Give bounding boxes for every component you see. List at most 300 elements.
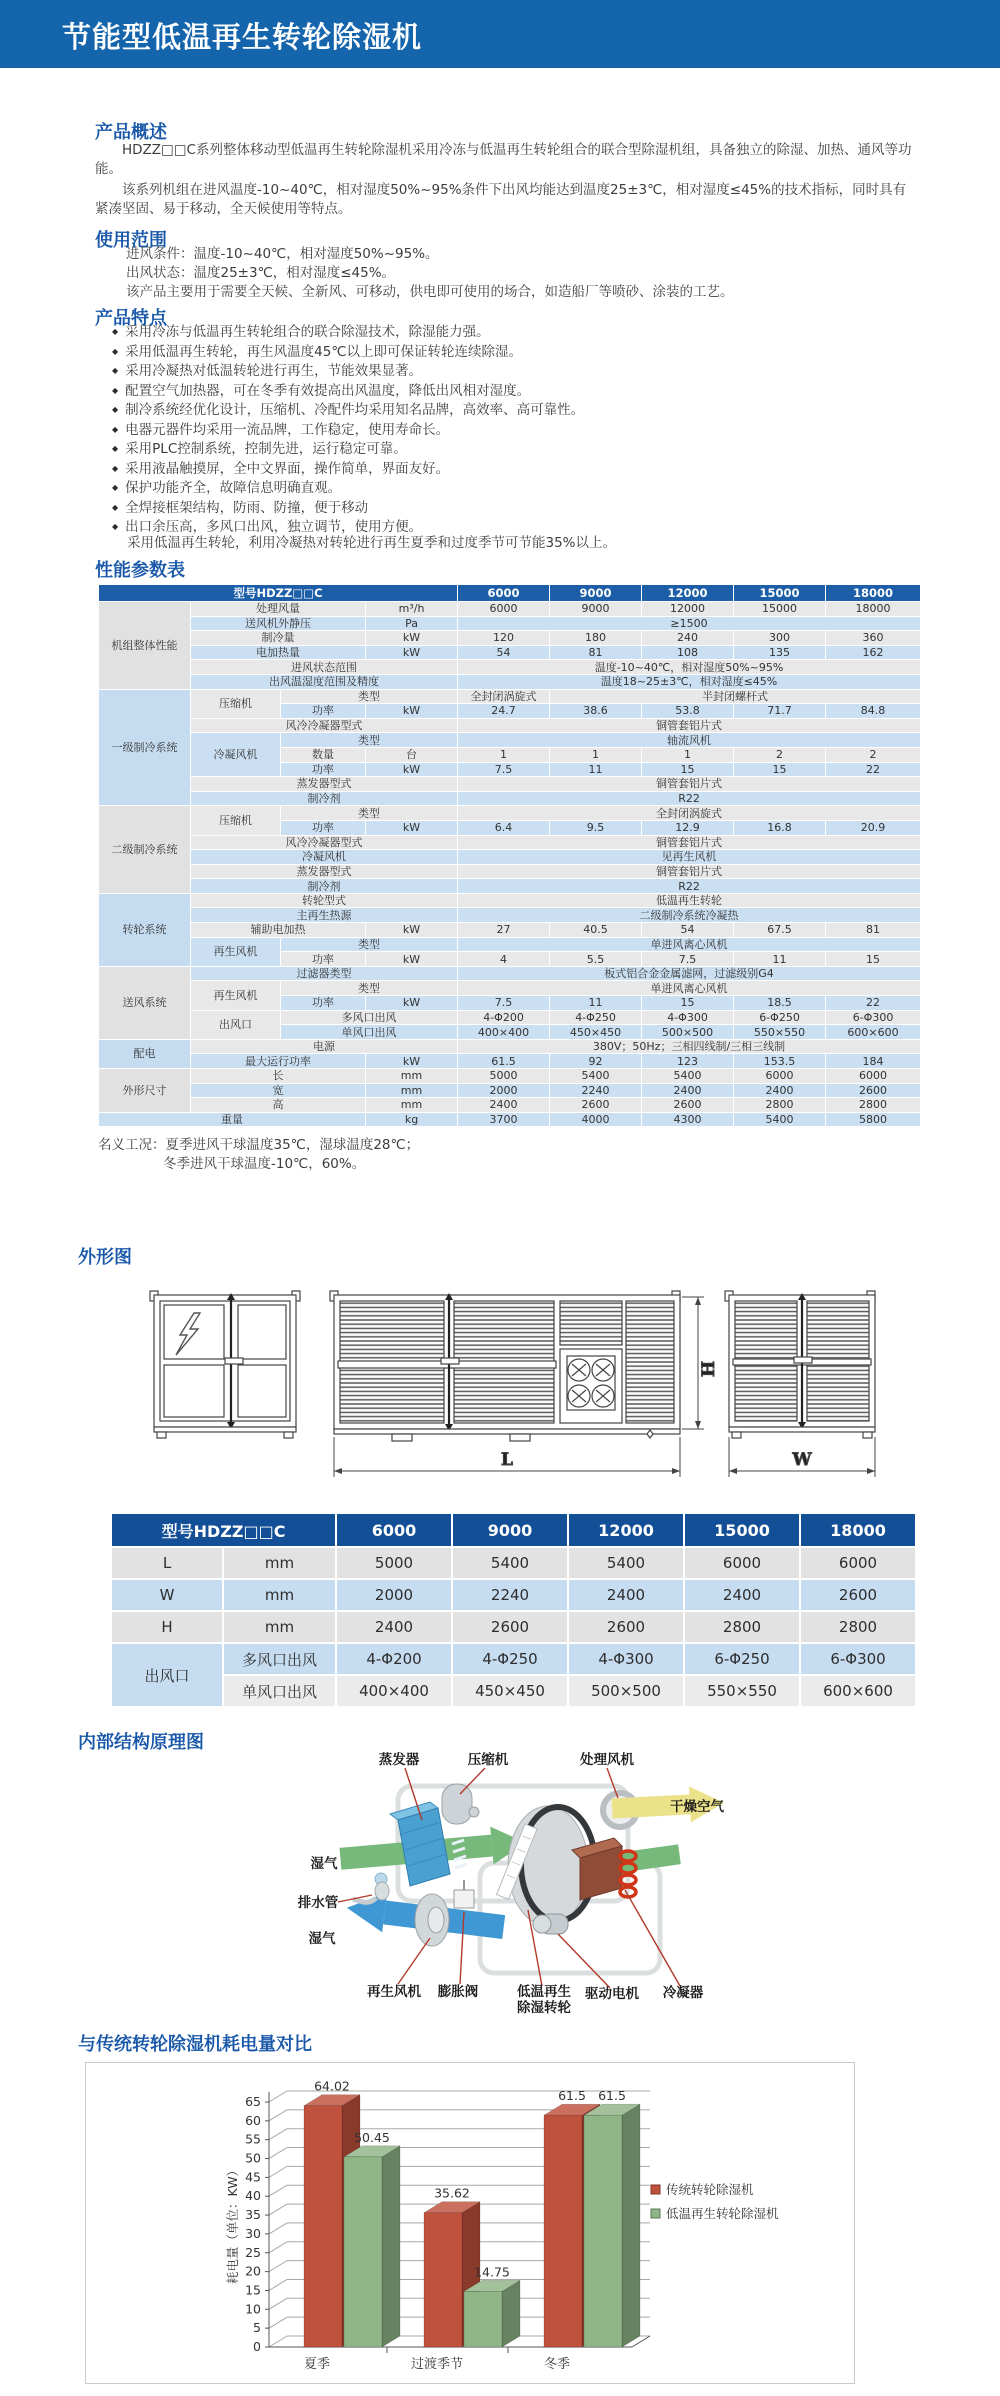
table-cell: 过滤器类型 (191, 966, 458, 981)
table-cell: 6.4 (458, 820, 550, 835)
table-row (99, 689, 921, 704)
bar (424, 2213, 462, 2347)
table-cell: 4 (458, 952, 550, 967)
table-cell: 84.8 (826, 704, 921, 719)
label-regen-fan: 再生风机 (367, 1984, 421, 2000)
table-cell: mm (366, 1098, 458, 1113)
table-cell: 铜管套铝片式 (458, 864, 921, 879)
table-cell: 6-Φ250 (684, 1643, 800, 1675)
table-cell: 见再生风机 (458, 850, 921, 865)
table-cell: 240 (642, 631, 734, 646)
table-cell: 型号HDZZ□□C (111, 1513, 336, 1547)
table-row (99, 879, 921, 894)
table-cell: 轴流风机 (458, 733, 921, 748)
label-rotor-line2: 除湿转轮 (517, 2000, 571, 2016)
table-cell: 铜管套铝片式 (458, 718, 921, 733)
table-cell: 全封闭涡旋式 (458, 806, 921, 821)
bar-value-label: 50.45 (354, 2129, 390, 2145)
table-cell: 风冷冷凝器型式 (191, 835, 458, 850)
y-tick-label: 60 (245, 2112, 261, 2128)
nominal-condition-note (98, 1136, 419, 1174)
table-cell: W (111, 1579, 223, 1611)
table-cell: 550×550 (684, 1675, 800, 1707)
table-cell: 2400 (568, 1579, 684, 1611)
table-cell: kW (366, 762, 458, 777)
table-cell: 一级制冷系统 (99, 689, 191, 806)
y-tick-label: 5 (253, 2320, 261, 2336)
table-cell: 5800 (826, 1112, 921, 1127)
table-cell: 5400 (452, 1547, 568, 1579)
table-cell: 单进风离心风机 (458, 981, 921, 996)
table-cell: 功率 (281, 820, 366, 835)
feature-item: ◆ 全焊接框架结构，防雨、防撞，便于移动 (112, 498, 584, 518)
table-cell: 全封闭涡旋式 (458, 689, 550, 704)
dimension-table-head (111, 1513, 916, 1547)
table-cell: 台 (366, 747, 458, 762)
table-cell: 类型 (281, 937, 458, 952)
table-cell: 2240 (452, 1579, 568, 1611)
table-cell: 9000 (550, 602, 642, 617)
table-cell: 18000 (800, 1513, 916, 1547)
dim-label-l: L (501, 1450, 513, 1470)
table-cell: 数量 (281, 747, 366, 762)
table-cell: 67.5 (734, 923, 826, 938)
table-cell: 2800 (734, 1098, 826, 1113)
y-tick-label: 20 (245, 2263, 261, 2279)
table-cell: 400×400 (458, 1025, 550, 1040)
table-cell: 2600 (826, 1083, 921, 1098)
label-evaporator: 蒸发器 (378, 1752, 420, 1768)
table-cell: 135 (734, 645, 826, 660)
table-cell: 108 (642, 645, 734, 660)
table-cell: 最大运行功率 (191, 1054, 366, 1069)
table-cell: Pa (366, 616, 458, 631)
table-cell: 15 (734, 762, 826, 777)
table-cell: 5400 (734, 1112, 826, 1127)
table-row (99, 1083, 921, 1098)
table-row (99, 1098, 921, 1113)
table-cell: 12000 (642, 585, 734, 602)
table-cell: kW (366, 704, 458, 719)
table-cell: 300 (734, 631, 826, 646)
table-row (99, 674, 921, 689)
legend-swatch (651, 2209, 660, 2218)
table-cell: 162 (826, 645, 921, 660)
table-cell: 2400 (458, 1098, 550, 1113)
label-wet-air-out: 湿气 (308, 1931, 336, 1947)
outline-right-view (725, 1291, 875, 1438)
dimension-table-body (111, 1547, 916, 1707)
table-cell: 再生风机 (191, 937, 281, 966)
table-cell: 主再生热源 (191, 908, 458, 923)
table-cell: 6-Φ250 (734, 1010, 826, 1025)
table-cell: 180 (550, 631, 642, 646)
table-cell: 5.5 (550, 952, 642, 967)
feature-item: ◆ 采用冷冻与低温再生转轮组合的联合除湿技术，除湿能力强。 (112, 322, 584, 342)
power-comparison-chart (85, 2062, 855, 2387)
table-cell: 81 (826, 923, 921, 938)
table-cell: 92 (550, 1054, 642, 1069)
table-cell: 冷凝风机 (191, 850, 458, 865)
table-cell: mm (223, 1547, 336, 1579)
table-cell: 2 (734, 747, 826, 762)
table-cell: 单风口出风 (281, 1025, 458, 1040)
usage-line-application: 该产品主要用于需要全天候、全新风、可移动，供电即可使用的场合，如造船厂等喷砂、涂装的工艺。 (126, 284, 734, 300)
table-row (99, 1054, 921, 1069)
table-row (99, 631, 921, 646)
label-expansion-valve: 膨胀阀 (437, 1984, 479, 2000)
dim-label-h: H (699, 1360, 719, 1378)
table-cell: 宽 (191, 1083, 366, 1098)
bar-value-label: 14.75 (474, 2264, 510, 2280)
table-row (99, 585, 921, 602)
y-tick-label: 50 (245, 2150, 261, 2166)
outline-drawing (130, 1285, 930, 1500)
table-row (99, 835, 921, 850)
table-cell: 16.8 (734, 820, 826, 835)
table-cell: 2400 (336, 1611, 452, 1643)
table-cell: 12000 (642, 602, 734, 617)
table-cell: 15 (826, 952, 921, 967)
table-cell: L (111, 1547, 223, 1579)
performance-table (98, 584, 921, 1127)
table-cell: 81 (550, 645, 642, 660)
table-cell: 22 (826, 996, 921, 1011)
table-cell: 再生风机 (191, 981, 281, 1010)
table-cell: 6-Φ300 (800, 1643, 916, 1675)
table-cell: 40.5 (550, 923, 642, 938)
bar (304, 2106, 342, 2347)
feature-item: ◆ 采用PLC控制系统，控制先进，运行稳定可靠。 (112, 439, 584, 459)
note-line-1: 名义工况：夏季进风干球温度35℃，湿球温度28℃； (98, 1137, 420, 1153)
table-cell: 温度18~25±3℃，相对湿度≤45% (458, 674, 921, 689)
expansion-valve-shape (454, 1880, 474, 1908)
table-cell: 2600 (550, 1098, 642, 1113)
dimension-l (334, 1437, 680, 1477)
usage-line-inlet: 进风条件：温度-10~40℃，相对湿度50%~95%。 (126, 246, 439, 262)
table-cell: 单风口出风 (223, 1675, 336, 1707)
table-cell: 类型 (281, 689, 458, 704)
table-cell: 12000 (568, 1513, 684, 1547)
table-cell: 蒸发器型式 (191, 777, 458, 792)
table-row (99, 645, 921, 660)
section-heading-features: 产品特点 (95, 308, 167, 329)
table-cell: 2400 (734, 1083, 826, 1098)
table-cell: 2400 (642, 1083, 734, 1098)
table-row (99, 1069, 921, 1084)
x-category-label: 冬季 (543, 2357, 571, 2372)
usage-block (95, 245, 925, 302)
table-cell: 15000 (734, 602, 826, 617)
page-title: 节能型低温再生转轮除湿机 (62, 20, 423, 54)
y-tick-label: 15 (245, 2282, 261, 2298)
table-cell: mm (366, 1069, 458, 1084)
bar-value-label: 35.62 (434, 2185, 470, 2201)
feature-item: ◆ 采用冷凝热对低温转轮进行再生，节能效果显著。 (112, 361, 584, 381)
table-row (111, 1547, 916, 1579)
table-cell: 制冷剂 (191, 791, 458, 806)
bar-side (382, 2146, 400, 2347)
table-row (99, 1039, 921, 1054)
feature-item: ◆ 电器元器件均采用一流品牌，工作稳定，使用寿命长。 (112, 420, 584, 440)
table-cell: 压缩机 (191, 689, 281, 718)
x-category-label: 过渡季节 (410, 2357, 464, 2372)
table-cell: 54 (642, 923, 734, 938)
table-cell: 送风机外静压 (191, 616, 366, 631)
table-cell: 54 (458, 645, 550, 660)
table-cell: 4-Φ250 (452, 1643, 568, 1675)
section-heading-outline: 外形图 (78, 1247, 132, 1268)
table-row (111, 1611, 916, 1643)
table-row (99, 966, 921, 981)
table-row (99, 616, 921, 631)
table-row (111, 1579, 916, 1611)
table-row (99, 602, 921, 617)
table-cell: 风冷冷凝器型式 (191, 718, 458, 733)
label-rotor-line1: 低温再生 (517, 1984, 571, 2000)
y-tick-label: 45 (245, 2169, 261, 2185)
table-cell: 6000 (826, 1069, 921, 1084)
table-cell: 半封闭螺杆式 (550, 689, 921, 704)
y-tick-label: 30 (245, 2225, 261, 2241)
table-cell: 27 (458, 923, 550, 938)
table-cell: 12.9 (642, 820, 734, 835)
table-row (111, 1675, 916, 1707)
y-tick-label: 25 (245, 2244, 261, 2260)
table-cell: 71.7 (734, 704, 826, 719)
table-cell: 5400 (642, 1069, 734, 1084)
regen-fan-shape (415, 1894, 449, 1946)
feature-item: ◆ 保护功能齐全，故障信息明确直观。 (112, 478, 584, 498)
table-cell: 型号HDZZ□□C (99, 585, 458, 602)
table-cell: 15 (642, 996, 734, 1011)
table-cell: 4-Φ300 (642, 1010, 734, 1025)
table-cell: 出风温湿度范围及精度 (191, 674, 458, 689)
performance-table-body (99, 602, 921, 1127)
table-cell: 2600 (642, 1098, 734, 1113)
overview-paragraph-1: HDZZ□□C系列整体移动型低温再生转轮除湿机采用冷冻与低温再生转轮组合的联合型除湿机组，具备独立的除湿、加热、通风等功能。 (95, 142, 912, 177)
table-cell: 9000 (452, 1513, 568, 1547)
table-cell: 7.5 (458, 996, 550, 1011)
table-cell: 500×500 (568, 1675, 684, 1707)
table-cell: 24.7 (458, 704, 550, 719)
table-cell: 18.5 (734, 996, 826, 1011)
table-cell: mm (223, 1611, 336, 1643)
table-cell: 4-Φ250 (550, 1010, 642, 1025)
feature-item: ◆ 出口余压高，多风口出风，独立调节，使用方便。 (112, 517, 584, 537)
table-cell: 处理风量 (191, 602, 366, 617)
table-cell: kW (366, 952, 458, 967)
table-cell: 2800 (684, 1611, 800, 1643)
table-cell: 4-Φ200 (336, 1643, 452, 1675)
table-cell: 功率 (281, 952, 366, 967)
table-cell: R22 (458, 791, 921, 806)
table-cell: 铜管套铝片式 (458, 835, 921, 850)
table-cell: 38.6 (550, 704, 642, 719)
table-cell: 功率 (281, 762, 366, 777)
table-cell: 功率 (281, 704, 366, 719)
table-cell: 转轮型式 (191, 893, 458, 908)
note-line-2: 冬季进风干球温度-10℃，60%。 (163, 1156, 366, 1172)
table-cell: 4300 (642, 1112, 734, 1127)
y-tick-label: 40 (245, 2188, 261, 2204)
table-cell: 22 (826, 762, 921, 777)
table-cell: m³/h (366, 602, 458, 617)
table-cell: kW (366, 631, 458, 646)
table-row (99, 718, 921, 733)
table-row (111, 1513, 916, 1547)
table-row (99, 923, 921, 938)
table-cell: 电加热量 (191, 645, 366, 660)
table-cell: 外形尺寸 (99, 1069, 191, 1113)
table-cell: 15000 (734, 585, 826, 602)
table-row (99, 660, 921, 675)
table-cell: 5400 (568, 1547, 684, 1579)
section-heading-overview: 产品概述 (95, 122, 167, 143)
label-drive-motor: 驱动电机 (585, 1986, 639, 2002)
table-cell: 6000 (336, 1513, 452, 1547)
table-cell: 6000 (800, 1547, 916, 1579)
title-bar (0, 0, 1000, 68)
table-row (99, 981, 921, 996)
y-axis-title: 耗电量（单位：KW） (225, 2163, 240, 2285)
table-cell: 4000 (550, 1112, 642, 1127)
table-cell: 18000 (826, 585, 921, 602)
table-cell: 380V；50Hz；三相四线制/三相三线制 (458, 1039, 921, 1054)
table-cell: 600×600 (826, 1025, 921, 1040)
table-cell: 单进风离心风机 (458, 937, 921, 952)
table-cell: 11 (734, 952, 826, 967)
table-cell: 冷凝风机 (191, 733, 281, 777)
table-cell: 出风口 (111, 1643, 223, 1707)
table-cell: kW (366, 645, 458, 660)
table-cell: 二级制冷系统冷凝热 (458, 908, 921, 923)
label-drain-pipe: 排水管 (297, 1895, 339, 1911)
table-cell: 类型 (281, 806, 458, 821)
table-cell: 450×450 (452, 1675, 568, 1707)
table-cell: 11 (550, 762, 642, 777)
bar (544, 2115, 582, 2347)
table-cell: 送风系统 (99, 966, 191, 1039)
table-row (99, 908, 921, 923)
table-cell: 温度-10~40℃，相对湿度50%~95% (458, 660, 921, 675)
overview-paragraph-2: 该系列机组在进风温度-10~40℃，相对湿度50%~95%条件下出风均能达到温度25±3℃，相对湿度≤45%的技术指标，同时具有紧凑坚固、易于移动，全天候使用等特点。 (95, 182, 907, 217)
table-cell: 9000 (550, 585, 642, 602)
table-cell: 2600 (452, 1611, 568, 1643)
bar (344, 2157, 382, 2347)
table-cell: 184 (826, 1054, 921, 1069)
y-tick-label: 65 (245, 2094, 261, 2109)
feature-item: ◆ 制冷系统经优化设计，压缩机、冷配件均采用知名品牌，高效率、高可靠性。 (112, 400, 584, 420)
table-cell: 400×400 (336, 1675, 452, 1707)
table-cell: 550×550 (734, 1025, 826, 1040)
table-cell: 5000 (458, 1069, 550, 1084)
table-cell: 类型 (281, 733, 458, 748)
usage-line-outlet: 出风状态：温度25±3℃，相对湿度≤45%。 (126, 265, 396, 281)
table-cell: 9.5 (550, 820, 642, 835)
y-tick-label: 0 (253, 2339, 261, 2354)
internal-structure-diagram (280, 1748, 760, 2018)
table-cell: 制冷量 (191, 631, 366, 646)
table-cell: 蒸发器型式 (191, 864, 458, 879)
outline-left-view (150, 1291, 300, 1438)
table-cell: 高 (191, 1098, 366, 1113)
table-cell: 压缩机 (191, 806, 281, 835)
table-cell: mm (366, 1083, 458, 1098)
section-heading-internal: 内部结构原理图 (78, 1732, 204, 1753)
table-cell: 二级制冷系统 (99, 806, 191, 894)
dimension-w (729, 1437, 875, 1477)
table-cell: 153.5 (734, 1054, 826, 1069)
table-cell: 制冷剂 (191, 879, 458, 894)
outline-front-view (330, 1291, 680, 1441)
table-cell: 11 (550, 996, 642, 1011)
feature-item: ◆ 配置空气加热器，可在冬季有效提高出风温度，降低出风相对湿度。 (112, 381, 584, 401)
table-cell: 2400 (684, 1579, 800, 1611)
table-cell: 2600 (568, 1611, 684, 1643)
label-wet-air-in: 湿气 (310, 1856, 338, 1872)
table-cell: 转轮系统 (99, 893, 191, 966)
table-row (99, 791, 921, 806)
table-cell: 进风状态范围 (191, 660, 458, 675)
legend-label: 传统转轮除湿机 (666, 2182, 754, 2197)
table-cell: kg (366, 1112, 458, 1127)
table-cell: 出风口 (191, 1010, 281, 1039)
table-cell: 辅助电加热 (191, 923, 366, 938)
table-cell: 120 (458, 631, 550, 646)
bar-value-label: 61.5 (598, 2088, 626, 2104)
bar (464, 2291, 502, 2347)
table-cell: 600×600 (800, 1675, 916, 1707)
label-condenser: 冷凝器 (662, 1985, 704, 2001)
table-cell: 多风口出风 (223, 1643, 336, 1675)
table-row (99, 806, 921, 821)
label-dry-air: 干燥空气 (670, 1799, 724, 1815)
section-heading-chart: 与传统转轮除湿机耗电量对比 (78, 2034, 312, 2055)
table-cell: 3700 (458, 1112, 550, 1127)
table-cell: 6000 (458, 585, 550, 602)
table-cell: 6-Φ300 (826, 1010, 921, 1025)
table-row (99, 937, 921, 952)
table-cell: 5000 (336, 1547, 452, 1579)
table-cell: 2800 (826, 1098, 921, 1113)
table-cell: 500×500 (642, 1025, 734, 1040)
table-cell: R22 (458, 879, 921, 894)
x-category-label: 夏季 (303, 2357, 331, 2372)
table-cell: 2 (826, 747, 921, 762)
table-cell: kW (366, 923, 458, 938)
table-cell: 重量 (99, 1112, 366, 1127)
compressor-shape (442, 1784, 479, 1824)
table-cell: H (111, 1611, 223, 1643)
section-heading-usage: 使用范围 (95, 230, 167, 251)
feature-item: ◆ 采用液晶触摸屏，全中文界面，操作简单，界面友好。 (112, 459, 584, 479)
table-cell: 18000 (826, 602, 921, 617)
section-heading-performance: 性能参数表 (95, 560, 185, 581)
table-cell: 2000 (336, 1579, 452, 1611)
table-cell: 4-Φ200 (458, 1010, 550, 1025)
table-cell: 6000 (734, 1069, 826, 1084)
table-cell: 功率 (281, 996, 366, 1011)
label-process-fan: 处理风机 (580, 1752, 634, 1768)
dimension-h (682, 1297, 719, 1429)
table-cell: 2000 (458, 1083, 550, 1098)
bar-side (502, 2280, 520, 2347)
table-cell: 类型 (281, 981, 458, 996)
table-cell: 机组整体性能 (99, 602, 191, 690)
table-cell: 1 (642, 747, 734, 762)
table-cell: 板式铝合金金属滤网，过滤级别G4 (458, 966, 921, 981)
